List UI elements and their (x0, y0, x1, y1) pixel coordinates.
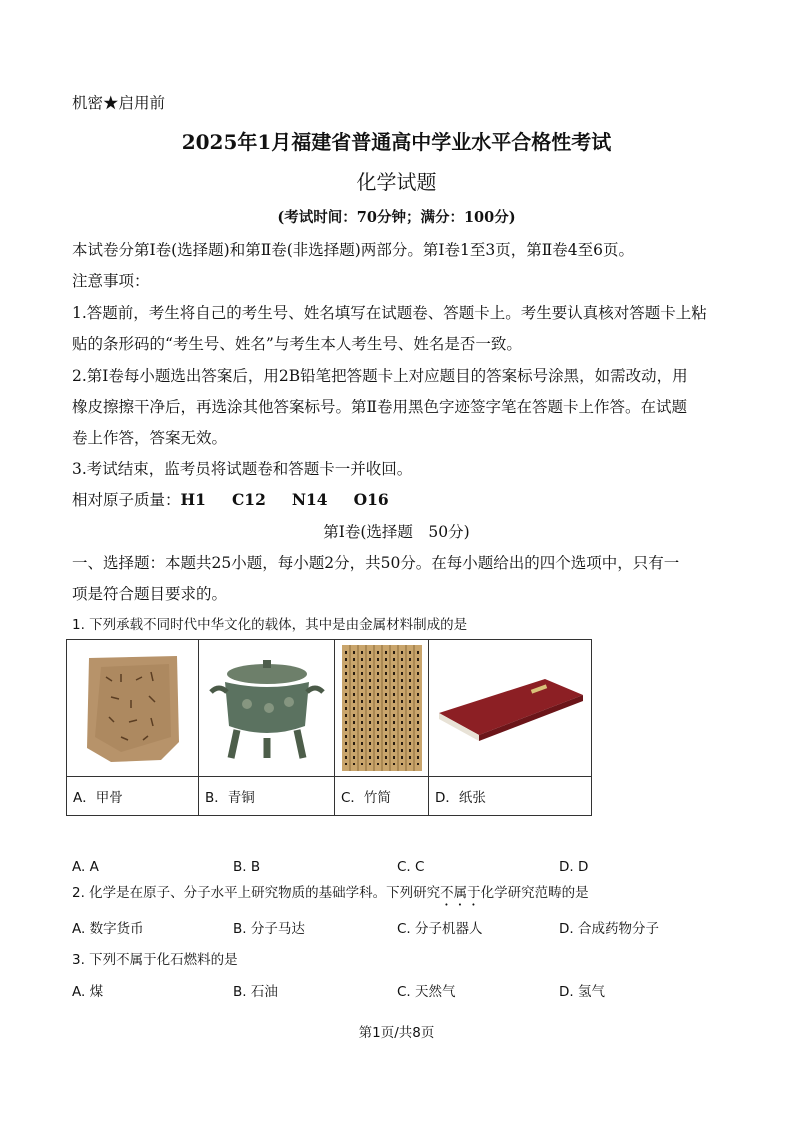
q3-option-d[interactable]: D. 氢气 (559, 984, 605, 1000)
q1-option-d[interactable]: D. D (559, 859, 589, 875)
note-2-cont: 橡皮擦擦干净后，再选涂其他答案标号。第Ⅱ卷用黑色字迹签字笔在答题卡上作答。在试题 (72, 398, 688, 416)
note-1: 1.答题前，考生将自己的考生号、姓名填写在试题卷、答题卡上。考生要认真核对答题卡上粘 (72, 304, 707, 322)
q3-option-a[interactable]: A. 煤 (72, 984, 104, 1000)
bamboo-slips-image-cell (335, 640, 429, 777)
q1-option-a[interactable]: A. A (72, 859, 99, 875)
book-image (435, 673, 585, 743)
option-label-paper: D．纸张 (429, 777, 592, 816)
page-footer: 第1页/共8页 (358, 1025, 435, 1041)
notes-heading: 注意事项： (72, 272, 150, 290)
q3-option-b[interactable]: B. 石油 (233, 984, 278, 1000)
confidential-label: 机密★启用前 (72, 94, 166, 112)
option-label-bronze: B．青铜 (199, 777, 335, 816)
question-1: 1. 下列承载不同时代中华文化的载体，其中是由金属材料制成的是 (72, 617, 468, 633)
mass-o: O16 (353, 490, 389, 509)
question-1-table (66, 639, 592, 816)
mass-c: C12 (231, 490, 266, 509)
mass-n: N14 (291, 490, 328, 509)
q2-option-a[interactable]: A. 数字货币 (72, 921, 144, 937)
q2-option-c[interactable]: C. 分子机器人 (397, 921, 483, 937)
page-title: 2025年1月福建省普通高中学业水平合格性考试 (181, 130, 612, 154)
q2-option-d[interactable]: D. 合成药物分子 (559, 921, 659, 937)
paper-book-image-cell (429, 640, 592, 777)
option-label-oracle-bone: A．甲骨 (67, 777, 199, 816)
oracle-bone-image-cell (67, 640, 199, 777)
section-desc-cont: 项是符合题目要求的。 (72, 585, 228, 603)
oracle-bone-image (81, 652, 185, 764)
bamboo-slips-image (342, 645, 422, 771)
note-1-cont: 贴的条形码的“考生号、姓名”与考生本人考生号、姓名是否一致。 (72, 335, 522, 353)
subject-title: 化学试题 (356, 170, 437, 194)
q2-option-b[interactable]: B. 分子马达 (233, 921, 305, 937)
question-2 (72, 883, 589, 909)
bronze-vessel-image (207, 656, 327, 760)
q2-emphasis: 不属于 (440, 885, 481, 901)
q2-text-end: 化学研究范畴的是 (480, 885, 589, 901)
bronze-image-cell (199, 640, 335, 777)
intro-text: 本试卷分第Ⅰ卷(选择题)和第Ⅱ卷(非选择题)两部分。第Ⅰ卷1至3页，第Ⅱ卷4至6页。 (72, 241, 634, 259)
mass-h: H1 (180, 490, 206, 509)
q2-text: 2. 化学是在原子、分子水平上研究物质的基础学科。下列研究 (72, 885, 441, 901)
masses-label: 相对原子质量： (72, 491, 181, 509)
option-label-bamboo: C．竹简 (335, 777, 429, 816)
q3-option-c[interactable]: C. 天然气 (397, 984, 456, 1000)
atomic-masses (72, 490, 389, 510)
note-3: 3.考试结束，监考员将试题卷和答题卡一并收回。 (72, 460, 413, 478)
section-desc: 一、选择题：本题共25小题，每小题2分，共50分。在每小题给出的四个选项中，只有一 (72, 554, 680, 572)
q1-option-b[interactable]: B. B (233, 859, 261, 875)
section-title: 第Ⅰ卷(选择题 50分) (323, 523, 470, 541)
note-2-cont2: 卷上作答，答案无效。 (72, 429, 228, 447)
note-2: 2.第Ⅰ卷每小题选出答案后，用2B铅笔把答题卡上对应题目的答案标号涂黑，如需改动，用 (72, 367, 688, 385)
question-3: 3. 下列不属于化石燃料的是 (72, 952, 238, 968)
q1-option-c[interactable]: C. C (397, 859, 425, 875)
exam-time: (考试时间：70分钟；满分：100分) (277, 209, 516, 226)
